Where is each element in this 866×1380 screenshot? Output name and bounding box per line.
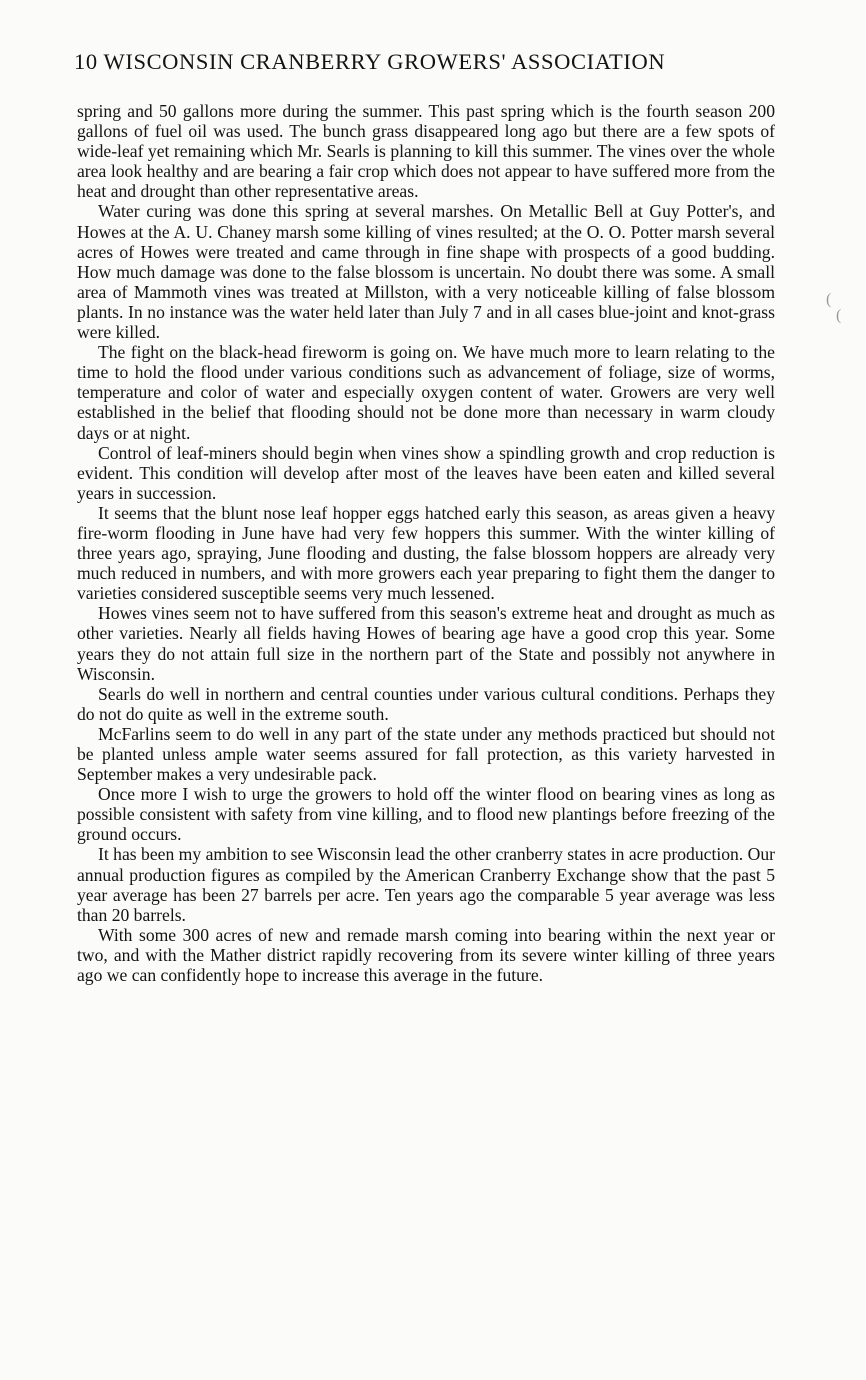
paragraph: Howes vines seem not to have suffered from this season's extreme heat and drought as much as other varieties. Nearly all fields having Howes of bearing age have a good crop this year. Some years they do not attain full size in the northern part of the State and possibly not anywhere in Wisconsin. — [77, 603, 775, 684]
paragraph: The fight on the black-head fireworm is going on. We have much more to learn relating to the time to hold the flood under various conditions such as advancement of foliage, size of worms, temperature and color of water and especially oxygen content of water. Growers are very well established in the belief that flooding should not be done more than necessary in warm cloudy days or at night. — [77, 342, 775, 443]
paragraph: McFarlins seem to do well in any part of the state under any methods practiced but should not be planted unless ample water seems assured for fall protection, as this variety harvested in September makes a very undesirable pack. — [77, 723, 775, 785]
margin-mark: ( — [836, 307, 842, 324]
paragraph: Searls do well in northern and central counties under various cultural conditions. Perhaps they do not do quite as well in the extreme south. — [77, 683, 775, 724]
margin-mark: ( — [826, 291, 832, 308]
paragraph: Water curing was done this spring at several marshes. On Metallic Bell at Guy Potter's, and Howes at the A. U. Chaney marsh some killing of vines resulted; at the O. O. Potter marsh several acres of Howes were treated and came through in fine shape with prospects of a good budding. How much damage was done to the false blossom is uncertain. No doubt there was some. A small area of Mammoth vines was treated at Millston, with a very noticeable killing of false blossom plants. In no instance was the water held later than July 7 and in all cases blue-joint and knot-grass were killed. — [77, 201, 775, 343]
paragraph: It has been my ambition to see Wisconsin lead the other cranberry states in acre production. Our annual production figures as compiled by the American Cranberry Exchange show that the past 5 year average has been 27 barrels per acre. Ten years ago the comparable 5 year average was less than 20 barrels. — [77, 844, 775, 925]
page-number: 10 — [74, 49, 98, 74]
page-header — [74, 49, 774, 75]
paragraph: Control of leaf-miners should begin when vines show a spindling growth and crop reduction is evident. This condition will develop after most of the leaves have been eaten and killed several years in succession. — [77, 442, 775, 503]
paragraph: spring and 50 gallons more during the summer. This past spring which is the fourth season 200 gallons of fuel oil was used. The bunch grass disappeared long ago but there are a few spots of wide-leaf yet remaining which Mr. Searls is planning to kill this summer. The vines over the whole area look healthy and are bearing a fair crop which does not appear to have suffered more from the heat and drought than other representative areas. — [77, 101, 775, 202]
running-title: WISCONSIN CRANBERRY GROWERS' ASSOCIATION — [103, 49, 666, 74]
paragraph: It seems that the blunt nose leaf hopper eggs hatched early this season, as areas given a heavy fire-worm flooding in June have had very few hoppers this summer. With the winter killing of three years ago, spraying, June flooding and dusting, the false blossom hoppers are already very much reduced in numbers, and with more growers each year preparing to fight them the danger to varieties considered susceptible seems very much lessened. — [77, 502, 775, 604]
paragraph: Once more I wish to urge the growers to hold off the winter flood on bearing vines as long as possible consistent with safety from vine killing, and to flood new plantings before freezing of the ground occurs. — [77, 784, 775, 845]
article-body — [77, 101, 775, 985]
paragraph: With some 300 acres of new and remade marsh coming into bearing within the next year or two, and with the Mather district rapidly recovering from its severe winter killing of three years ago we can confidently hope to increase this average in the future. — [77, 924, 775, 986]
